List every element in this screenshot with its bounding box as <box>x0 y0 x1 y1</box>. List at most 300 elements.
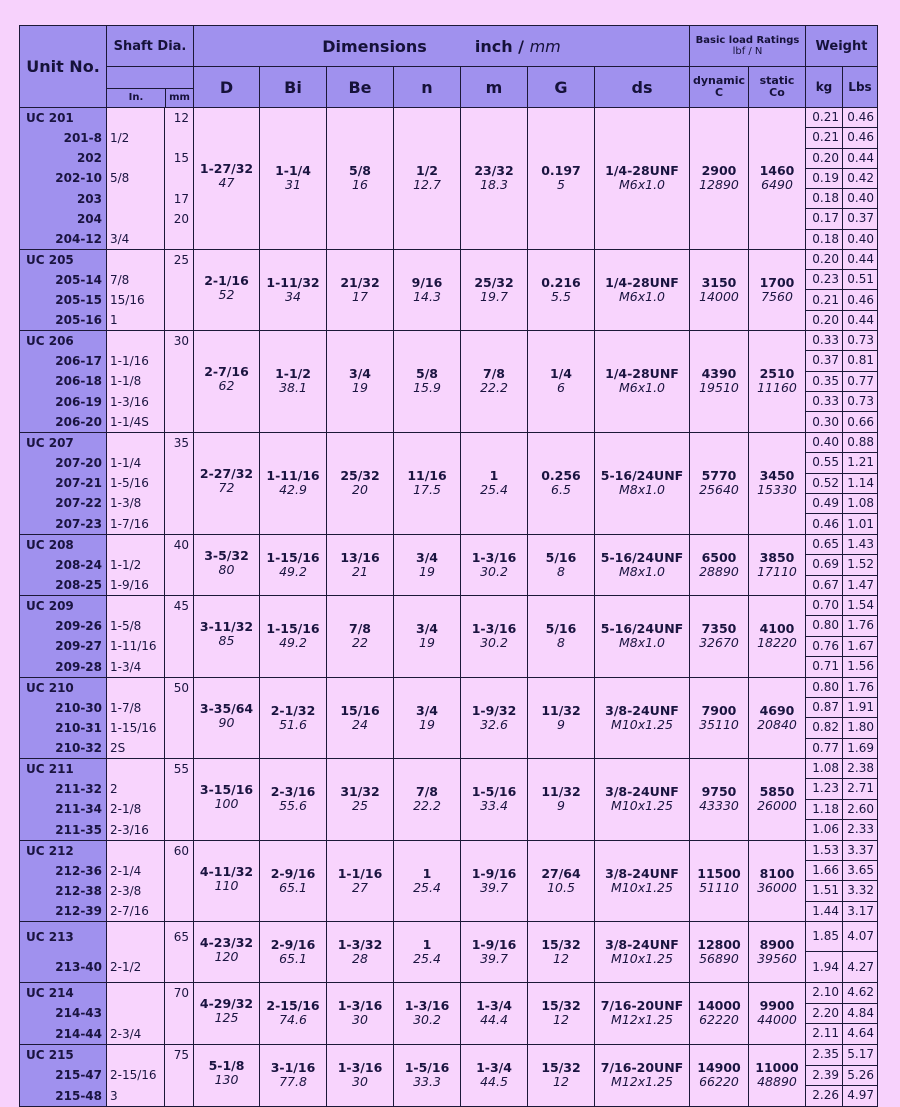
value-metric: 33.3 <box>413 1074 441 1090</box>
unit-number: UC 201 <box>26 111 74 125</box>
value-inch: 2-3/16 <box>270 784 316 800</box>
shaft-mm-cell <box>165 330 194 432</box>
dim-cell-n <box>394 595 461 677</box>
weight-lbs: 0.37 <box>843 209 878 229</box>
dim-cell-bi <box>260 330 327 432</box>
shaft-mm <box>165 698 189 718</box>
shaft-inch: 15/16 <box>110 292 145 307</box>
weight-lbs: 4.07 <box>843 921 878 952</box>
dim-cell-d <box>194 534 260 595</box>
unit-number: 214-44 <box>55 1026 102 1041</box>
weight-kg: 1.53 <box>806 840 843 860</box>
shaft-mm: 25 <box>173 252 189 267</box>
static-header <box>749 67 806 108</box>
shaft-inch <box>110 433 164 453</box>
value-inch: 2-1/16 <box>204 272 249 288</box>
value-inch: 1-1/4 <box>275 163 311 179</box>
value-metric: 20840 <box>757 716 797 732</box>
value-metric: 44.5 <box>480 1074 508 1090</box>
shaft-inch <box>110 331 164 351</box>
dim-cell-g <box>528 982 595 1044</box>
weight-lbs: 1.76 <box>843 616 878 637</box>
dim-cell-dynamic <box>690 921 749 982</box>
value-metric: 55.6 <box>279 798 307 814</box>
shaft-mm <box>165 412 189 432</box>
weight-kg: 0.37 <box>806 351 843 371</box>
dim-cell-ds <box>595 330 690 432</box>
shaft-mm-cell <box>165 534 194 595</box>
value-inch: 2-7/16 <box>204 364 249 380</box>
unit-number: 209-28 <box>55 659 102 674</box>
value-metric: 66220 <box>699 1074 739 1090</box>
dim-cell-dynamic <box>690 249 749 330</box>
value-inch: 14000 <box>697 998 741 1014</box>
value-inch: 3-1/16 <box>270 1060 316 1076</box>
shaft-mm <box>165 229 189 249</box>
shaft-mm: 40 <box>173 537 189 552</box>
value-inch: 6500 <box>701 549 737 565</box>
weight-kg: 0.67 <box>806 575 843 595</box>
value-metric: 38.1 <box>279 380 307 396</box>
weight-kg: 0.49 <box>806 494 843 514</box>
dim-cell-be <box>327 595 394 677</box>
dim-cell-ds <box>595 249 690 330</box>
weight-kg: 0.40 <box>806 432 843 452</box>
dim-cell-g <box>528 534 595 595</box>
weight-kg: 2.35 <box>806 1044 843 1065</box>
value-metric: 21 <box>352 563 368 579</box>
value-metric: 17110 <box>757 563 797 579</box>
value-metric: 42.9 <box>279 482 307 498</box>
value-metric: M12x1.25 <box>611 1074 673 1090</box>
value-inch: 1-15/16 <box>266 549 320 565</box>
value-inch: 2-9/16 <box>270 865 316 881</box>
lbs-header: Lbs <box>843 67 878 108</box>
weight-kg: 0.35 <box>806 371 843 391</box>
unit-number: 206-17 <box>55 354 102 369</box>
dim-cell-bi <box>260 982 327 1044</box>
dim-cell-bi <box>260 249 327 330</box>
value-inch: 5/8 <box>349 163 371 179</box>
unit-number: 202-10 <box>55 171 102 186</box>
value-metric: 8 <box>557 635 565 651</box>
value-inch: 3-11/32 <box>199 619 254 635</box>
shaft-mm <box>165 738 189 758</box>
table-row <box>20 1044 878 1065</box>
shaft-inch-cell <box>107 982 165 1044</box>
value-metric: M6x1.0 <box>618 177 665 193</box>
shaft-mm <box>165 473 189 493</box>
value-metric: M8x1.0 <box>618 482 665 498</box>
value-metric: 12 <box>553 1074 569 1090</box>
weight-lbs: 0.46 <box>843 108 878 128</box>
weight-kg: 2.11 <box>806 1024 843 1045</box>
dim-cell-static <box>749 677 806 758</box>
value-inch: 1-5/16 <box>404 1060 450 1076</box>
dim-cell-g <box>528 840 595 921</box>
weight-lbs: 3.65 <box>843 861 878 881</box>
value-metric: M6x1.0 <box>618 288 665 304</box>
unit-number: 213-40 <box>55 959 102 974</box>
value-metric: 44.4 <box>480 1012 508 1028</box>
dim-cell-d <box>194 921 260 982</box>
shaft-inch <box>110 596 164 616</box>
load-ratings-header <box>690 26 806 67</box>
weight-kg: 0.19 <box>806 168 843 188</box>
value-inch: 1-15/16 <box>266 621 320 637</box>
weight-kg: 0.33 <box>806 392 843 412</box>
shaft-inch: 1-1/2 <box>110 557 142 572</box>
dim-cell-g <box>528 108 595 250</box>
shaft-inch: 1-5/8 <box>110 619 142 634</box>
value-inch: 4-29/32 <box>199 996 254 1012</box>
dim-cell-n <box>394 921 461 982</box>
weight-kg: 0.71 <box>806 657 843 678</box>
unit-no-cell <box>20 840 107 921</box>
value-inch: 5/16 <box>545 549 577 565</box>
dim-cell-dynamic <box>690 840 749 921</box>
weight-lbs: 1.69 <box>843 738 878 758</box>
value-inch: 1/2 <box>416 163 438 179</box>
inch-label: inch <box>474 36 513 56</box>
dim-cell-be <box>327 840 394 921</box>
value-inch: 1-3/16 <box>471 621 517 637</box>
load-ratings-title: Basic load Ratings <box>695 35 800 46</box>
value-inch: 3/4 <box>416 621 438 637</box>
unit-number: 206-19 <box>55 394 102 409</box>
value-metric: 48890 <box>757 1074 797 1090</box>
value-inch: 7/16-20UNF <box>600 998 684 1014</box>
unit-number: 205-14 <box>55 272 102 287</box>
value-metric: 30 <box>352 1074 368 1090</box>
unit-no-cell <box>20 1044 107 1106</box>
dim-cell-d <box>194 249 260 330</box>
table-row <box>20 595 878 616</box>
dim-cell-n <box>394 840 461 921</box>
shaft-inch <box>110 678 164 698</box>
shaft-mm <box>165 636 189 656</box>
shaft-inch-cell <box>107 108 165 250</box>
value-inch: 3/8-24UNF <box>605 784 679 800</box>
shaft-mm: 75 <box>173 1047 189 1062</box>
unit-no-cell <box>20 677 107 758</box>
value-metric: 28 <box>352 950 368 966</box>
shaft-mm: 15 <box>173 151 189 166</box>
shaft-inch: 1-1/4 <box>110 456 142 471</box>
value-inch: 2-15/16 <box>266 998 320 1014</box>
shaft-inch: 2-3/16 <box>110 822 149 837</box>
weight-lbs: 0.77 <box>843 371 878 391</box>
dynamic-symbol: C <box>714 86 724 99</box>
shaft-inch <box>110 108 164 128</box>
weight-kg: 0.76 <box>806 636 843 657</box>
weight-lbs: 0.51 <box>843 270 878 290</box>
value-inch: 4100 <box>759 621 795 637</box>
shaft-mm: 30 <box>173 333 189 348</box>
col-header-m: m <box>461 67 528 108</box>
unit-number: UC 215 <box>26 1047 74 1062</box>
dim-cell-g <box>528 330 595 432</box>
shaft-inch: 1-11/16 <box>110 639 157 654</box>
unit-number: 207-21 <box>55 476 102 491</box>
dim-cell-static <box>749 982 806 1044</box>
unit-number: UC 205 <box>26 252 74 267</box>
value-metric: M8x1.0 <box>618 563 665 579</box>
dim-cell-d <box>194 595 260 677</box>
load-ratings-units: lbf / N <box>732 46 763 57</box>
unit-no-cell <box>20 330 107 432</box>
shaft-mm <box>165 128 189 148</box>
dim-cell-static <box>749 330 806 432</box>
value-inch: 1460 <box>759 163 795 179</box>
value-metric: 24 <box>352 716 368 732</box>
shaft-subheader <box>107 67 194 108</box>
dim-cell-d <box>194 840 260 921</box>
weight-lbs: 1.01 <box>843 514 878 534</box>
value-metric: 16 <box>352 177 368 193</box>
unit-number: UC 211 <box>26 761 74 776</box>
unit-number: 206-20 <box>55 414 102 429</box>
shaft-mm <box>165 555 189 575</box>
value-inch: 15/16 <box>340 702 380 718</box>
weight-kg: 0.23 <box>806 270 843 290</box>
weight-lbs: 0.46 <box>843 128 878 148</box>
dim-cell-m <box>461 840 528 921</box>
value-metric: 49.2 <box>279 563 307 579</box>
value-inch: 1/4-28UNF <box>605 274 679 290</box>
weight-lbs: 0.66 <box>843 412 878 432</box>
value-metric: 14000 <box>699 288 739 304</box>
shaft-inch: 5/8 <box>110 171 130 186</box>
dim-cell-d <box>194 432 260 534</box>
shaft-mm <box>165 616 189 636</box>
unit-no-cell <box>20 249 107 330</box>
dim-cell-be <box>327 1044 394 1106</box>
value-metric: 15330 <box>757 482 797 498</box>
weight-header: Weight <box>806 26 878 67</box>
weight-kg: 2.26 <box>806 1086 843 1107</box>
col-header-g: G <box>528 67 595 108</box>
value-metric: 44000 <box>757 1012 797 1028</box>
shaft-inch: 3/4 <box>110 231 130 246</box>
value-metric: 27 <box>352 879 368 895</box>
dynamic-header <box>690 67 749 108</box>
value-metric: 25.4 <box>413 879 441 895</box>
weight-lbs: 1.47 <box>843 575 878 595</box>
value-metric: 19 <box>352 380 368 396</box>
dim-cell-g <box>528 595 595 677</box>
value-metric: 34 <box>285 288 301 304</box>
weight-lbs: 1.08 <box>843 494 878 514</box>
unit-number: UC 210 <box>26 680 74 695</box>
value-metric: 51.6 <box>279 716 307 732</box>
value-inch: 3450 <box>759 468 795 484</box>
value-metric: 5 <box>557 177 565 193</box>
value-inch: 3-35/64 <box>199 700 254 716</box>
dim-cell-m <box>461 921 528 982</box>
value-metric: 19 <box>419 635 435 651</box>
value-metric: 30.2 <box>480 635 508 651</box>
value-metric: 47 <box>218 175 235 191</box>
value-inch: 11500 <box>697 865 741 881</box>
value-metric: 19 <box>419 716 435 732</box>
value-metric: 56890 <box>699 950 739 966</box>
col-header-bi: Bi <box>260 67 327 108</box>
dim-cell-m <box>461 595 528 677</box>
dim-cell-be <box>327 982 394 1044</box>
shaft-inch <box>110 535 164 555</box>
dim-cell-static <box>749 249 806 330</box>
shaft-mm <box>165 168 189 188</box>
weight-lbs: 1.21 <box>843 453 878 473</box>
unit-number: 214-43 <box>55 1006 102 1021</box>
value-metric: 43330 <box>699 798 739 814</box>
unit-number: 211-32 <box>55 782 102 797</box>
dim-cell-ds <box>595 432 690 534</box>
shaft-mm <box>165 820 189 840</box>
unit-number: 215-48 <box>55 1088 102 1103</box>
unit-number: 207-22 <box>55 496 102 511</box>
shaft-inch: 1-1/8 <box>110 374 142 389</box>
shaft-inch <box>110 189 164 209</box>
value-metric: 22 <box>352 635 368 651</box>
weight-lbs: 2.60 <box>843 799 878 820</box>
weight-lbs: 0.73 <box>843 330 878 350</box>
value-metric: 19 <box>419 563 435 579</box>
shaft-inch <box>110 250 164 270</box>
dim-cell-m <box>461 1044 528 1106</box>
value-metric: 32.6 <box>480 716 508 732</box>
shaft-inch: 7/8 <box>110 272 130 287</box>
shaft-mm-cell <box>165 921 194 982</box>
shaft-mm <box>165 1086 189 1106</box>
shaft-inch-cell <box>107 595 165 677</box>
value-inch: 2900 <box>701 163 737 179</box>
dim-cell-n <box>394 758 461 840</box>
shaft-mm-cell <box>165 249 194 330</box>
shaft-inch-cell <box>107 1044 165 1106</box>
unit-number: 210-32 <box>55 740 102 755</box>
weight-kg: 0.33 <box>806 330 843 350</box>
shaft-mm <box>165 881 189 901</box>
bearing-spec-table <box>19 25 878 1107</box>
weight-kg: 1.06 <box>806 820 843 841</box>
weight-kg: 2.10 <box>806 982 843 1003</box>
shaft-mm <box>165 718 189 738</box>
weight-lbs: 1.43 <box>843 534 878 554</box>
value-inch: 1-5/16 <box>471 784 517 800</box>
value-inch: 23/32 <box>474 163 514 179</box>
dim-cell-g <box>528 1044 595 1106</box>
dim-cell-n <box>394 249 461 330</box>
weight-lbs: 1.80 <box>843 718 878 738</box>
weight-lbs: 2.38 <box>843 758 878 779</box>
weight-kg: 0.55 <box>806 453 843 473</box>
weight-kg: 0.80 <box>806 616 843 637</box>
weight-lbs: 2.71 <box>843 779 878 800</box>
value-inch: 1 <box>422 865 432 881</box>
dim-cell-static <box>749 921 806 982</box>
value-metric: 22.2 <box>480 380 508 396</box>
shaft-inch: 1-5/16 <box>110 476 149 491</box>
value-metric: 10.5 <box>547 879 575 895</box>
value-inch: 4390 <box>701 366 737 382</box>
value-metric: 74.6 <box>279 1012 307 1028</box>
shaft-mm-cell <box>165 432 194 534</box>
unit-no-cell <box>20 758 107 840</box>
weight-lbs: 4.64 <box>843 1024 878 1045</box>
col-header-be: Be <box>327 67 394 108</box>
dim-cell-dynamic <box>690 1044 749 1106</box>
value-metric: 36000 <box>757 879 797 895</box>
shaft-inch <box>110 1045 164 1065</box>
unit-number: UC 212 <box>26 843 74 858</box>
dimensions-header <box>194 26 690 67</box>
value-inch: 1-3/16 <box>471 549 517 565</box>
unit-number: 212-38 <box>55 883 102 898</box>
weight-lbs: 4.97 <box>843 1086 878 1107</box>
shaft-inch: 2-1/8 <box>110 802 142 817</box>
shaft-mm <box>165 1003 189 1023</box>
shaft-mm-cell <box>165 840 194 921</box>
table-row <box>20 921 878 952</box>
dim-cell-static <box>749 432 806 534</box>
shaft-inch: 3 <box>110 1088 118 1103</box>
weight-kg: 0.82 <box>806 718 843 738</box>
shaft-mm <box>165 901 189 921</box>
weight-kg: 2.39 <box>806 1065 843 1086</box>
shaft-mm: 35 <box>173 435 189 450</box>
dim-cell-dynamic <box>690 758 749 840</box>
value-metric: 65.1 <box>279 879 307 895</box>
unit-number: 201-8 <box>63 131 102 146</box>
value-metric: 5.5 <box>551 288 571 304</box>
value-metric: M10x1.25 <box>611 798 673 814</box>
value-metric: 80 <box>218 561 235 577</box>
value-metric: 85 <box>218 633 235 649</box>
unit-number: 212-39 <box>55 903 102 918</box>
weight-kg: 0.21 <box>806 108 843 128</box>
shaft-mm <box>165 952 189 982</box>
value-inch: 5/8 <box>416 366 438 382</box>
value-metric: 18220 <box>757 635 797 651</box>
dim-cell-m <box>461 758 528 840</box>
value-metric: 120 <box>214 948 239 964</box>
shaft-mm <box>165 861 189 881</box>
value-metric: 25 <box>352 798 368 814</box>
value-metric: 90 <box>218 714 235 730</box>
dim-cell-bi <box>260 108 327 250</box>
shaft-mm: 55 <box>173 761 189 776</box>
dim-cell-m <box>461 330 528 432</box>
value-inch: 7/8 <box>349 621 371 637</box>
dim-cell-n <box>394 677 461 758</box>
dim-cell-d <box>194 982 260 1044</box>
value-metric: M10x1.25 <box>611 716 673 732</box>
value-metric: 12890 <box>699 177 739 193</box>
dim-cell-ds <box>595 108 690 250</box>
weight-kg: 0.52 <box>806 473 843 493</box>
shaft-mm: 70 <box>173 985 189 1000</box>
shaft-mm <box>165 371 189 391</box>
shaft-mm <box>165 453 189 473</box>
kg-header: kg <box>806 67 843 108</box>
value-metric: M10x1.25 <box>611 950 673 966</box>
shaft-inch: 1-7/8 <box>110 700 142 715</box>
weight-lbs: 4.62 <box>843 982 878 1003</box>
value-inch: 1 <box>489 468 499 484</box>
table-row <box>20 982 878 1003</box>
